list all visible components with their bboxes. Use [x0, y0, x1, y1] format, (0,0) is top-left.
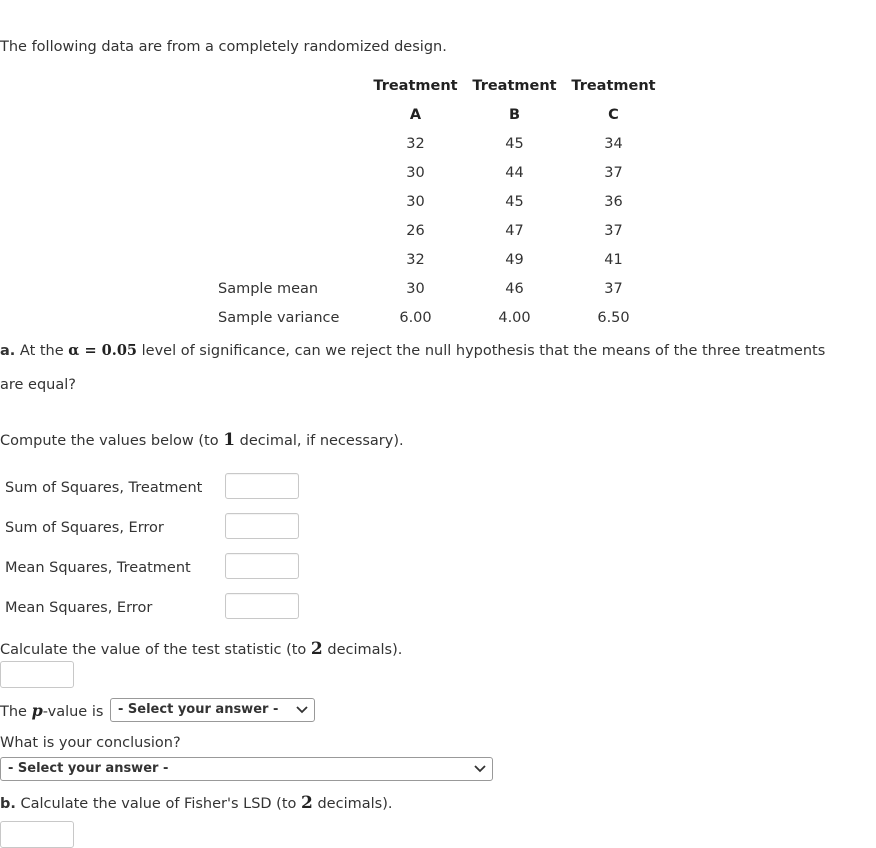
pvalue-text-2: -value is: [42, 704, 104, 720]
part-a-text-2: level of significance, can we reject the null hypothesis that the means of the three treatments: [137, 343, 826, 359]
ms-treatment-label: Mean Squares, Treatment: [5, 560, 191, 576]
table-cell: 45: [505, 193, 524, 210]
pvalue-label: [0, 701, 103, 720]
header-treatment-a: Treatment: [373, 77, 458, 94]
table-cell: 32: [406, 251, 425, 268]
header-letter-b: B: [508, 106, 521, 123]
compute-text-2: decimal, if necessary).: [235, 433, 404, 449]
table-cell: 37: [604, 164, 623, 181]
pvalue-symbol: p: [31, 701, 43, 720]
header-spacer: [210, 71, 366, 100]
pvalue-select[interactable]: [110, 698, 315, 722]
sample-mean-c: 37: [604, 280, 623, 297]
sample-mean-label: Sample mean: [218, 280, 319, 297]
chevron-down-icon: [474, 758, 486, 787]
table-cell: 37: [604, 222, 623, 239]
chevron-down-icon: [296, 699, 308, 728]
ms-error-label: Mean Squares, Error: [5, 600, 153, 616]
table-cell: 45: [505, 135, 524, 152]
table-cell: 30: [406, 164, 425, 181]
conclusion-question: What is your conclusion?: [0, 735, 181, 751]
test-statistic-input[interactable]: [0, 661, 74, 688]
pvalue-select-value: - Select your answer -: [118, 702, 279, 717]
table-cell: 49: [505, 251, 524, 268]
ss-error-label: Sum of Squares, Error: [5, 520, 164, 536]
header-treatment-c: Treatment: [571, 77, 656, 94]
sample-variance-a: 6.00: [399, 309, 432, 326]
part-b-text-2: decimals).: [312, 796, 393, 812]
sample-variance-b: 4.00: [498, 309, 531, 326]
ss-treatment-input[interactable]: [225, 473, 299, 499]
header-letter-a: A: [409, 106, 422, 123]
table-header-row: [210, 71, 663, 100]
data-table: [210, 71, 663, 332]
header-spacer: [210, 100, 366, 129]
alpha-expression: α = 0.05: [68, 342, 138, 359]
sample-variance-row: [210, 303, 663, 332]
table-cell: 44: [505, 164, 524, 181]
table-cell: 41: [604, 251, 623, 268]
test-stat-decimals: 2: [310, 639, 323, 659]
conclusion-select[interactable]: [0, 757, 493, 781]
table-cell: 32: [406, 135, 425, 152]
sample-mean-row: [210, 274, 663, 303]
compute-instruction: [0, 430, 404, 450]
table-cell: 36: [604, 193, 623, 210]
part-a-text-1: At the: [15, 343, 69, 359]
sample-variance-label: Sample variance: [218, 309, 340, 326]
ss-error-input[interactable]: [225, 513, 299, 539]
sample-mean-a: 30: [406, 280, 425, 297]
table-row: [210, 245, 663, 274]
row-label: [210, 158, 366, 187]
table-cell: 30: [406, 193, 425, 210]
table-cell: 26: [406, 222, 425, 239]
table-row: [210, 129, 663, 158]
table-row: [210, 187, 663, 216]
compute-decimals: 1: [223, 430, 236, 450]
part-b-text-1: Calculate the value of Fisher's LSD (to: [15, 796, 302, 812]
part-a-question-cont: are equal?: [0, 377, 76, 393]
header-letter-c: C: [608, 106, 619, 123]
fisher-lsd-input[interactable]: [0, 821, 74, 848]
ms-error-input[interactable]: [225, 593, 299, 619]
sample-mean-b: 46: [505, 280, 524, 297]
table-letter-row: [210, 100, 663, 129]
pvalue-text-1: The: [0, 704, 32, 720]
table-cell: 47: [505, 222, 524, 239]
table-cell: 34: [604, 135, 623, 152]
row-label: [210, 187, 366, 216]
part-b-question: [0, 793, 392, 813]
intro-text: The following data are from a completely randomized design.: [0, 39, 447, 55]
part-b-prefix: b.: [0, 796, 16, 812]
row-label: [210, 216, 366, 245]
ss-treatment-label: Sum of Squares, Treatment: [5, 480, 203, 496]
test-statistic-instruction: [0, 639, 402, 659]
ms-treatment-input[interactable]: [225, 553, 299, 579]
test-stat-text-1: Calculate the value of the test statistic (to: [0, 642, 311, 658]
part-a-prefix: a.: [0, 343, 16, 359]
table-row: [210, 216, 663, 245]
compute-text-1: Compute the values below (to: [0, 433, 224, 449]
test-stat-text-2: decimals).: [322, 642, 403, 658]
header-treatment-b: Treatment: [472, 77, 557, 94]
row-label: [210, 245, 366, 274]
row-label: [210, 129, 366, 158]
conclusion-select-value: - Select your answer -: [8, 761, 169, 776]
sample-variance-c: 6.50: [597, 309, 630, 326]
part-b-decimals: 2: [301, 793, 313, 813]
part-a-question: [0, 342, 825, 359]
table-row: [210, 158, 663, 187]
